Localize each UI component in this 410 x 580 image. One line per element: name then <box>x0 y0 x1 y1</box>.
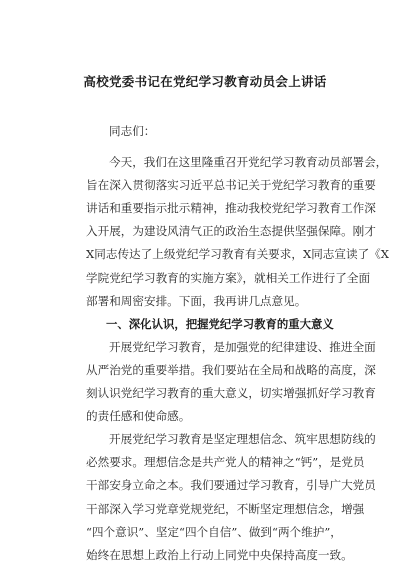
paragraph-1-line: 旨在深入贯彻落实习近平总书记关于党纪学习教育的重要 <box>86 178 376 193</box>
paragraph-2-line: 从严治党的重要举措。我们要站在全局和战略的高度，深 <box>86 362 376 377</box>
paragraph-3-line: 始终在思想上政治上行动上同党中央保持高度一致。 <box>86 547 353 562</box>
paragraph-1-line: 部署和周密安排。下面，我再讲几点意见。 <box>86 293 307 308</box>
paragraph-2-line: 的责任感和使命感。 <box>86 409 191 424</box>
paragraph-3-line: 干部深入学习党章党规党纪，不断坚定理想信念，增强 <box>86 501 365 516</box>
paragraph-1-line: 今天，我们在这里隆重召开党纪学习教育动员部署会， <box>109 155 388 170</box>
document-body <box>86 120 390 567</box>
paragraph-1-line: X同志传达了上级党纪学习教育有关要求，X同志宣读了《X <box>86 247 390 262</box>
paragraph-3-line: 开展党纪学习教育是坚定理想信念、筑牢思想防线的 <box>109 432 376 447</box>
paragraph-1-line: 讲话和重要指示批示精神，推动我校党纪学习教育工作深 <box>86 201 376 216</box>
paragraph-3-line: 干部安身立命之本。我们要通过学习教育，引导广大党员 <box>86 478 376 493</box>
document-title: 高校党委书记在党纪学习教育动员会上讲话 <box>83 74 327 89</box>
paragraph-1-line: 入开展，为建设风清气正的政治生态提供坚强保障。刚才 <box>86 224 376 239</box>
greeting: 同志们： <box>109 124 156 138</box>
paragraph-2-line: 开展党纪学习教育，是加强党的纪律建设、推进全面 <box>109 339 376 354</box>
paragraph-2-line: 刻认识党纪学习教育的重大意义，切实增强抓好学习教育 <box>86 386 376 401</box>
paragraph-1-line: 学院党纪学习教育的实施方案》，就相关工作进行了全面 <box>86 270 371 285</box>
paragraph-3-line: “四个意识”、坚定“四个自信”、做到“两个维护”， <box>86 524 342 539</box>
paragraph-3-line: 必然要求。理想信念是共产党人的精神之“钙”，是党员 <box>86 455 365 470</box>
section-heading: 一、深化认识，把握党纪学习教育的重大意义 <box>106 316 334 331</box>
